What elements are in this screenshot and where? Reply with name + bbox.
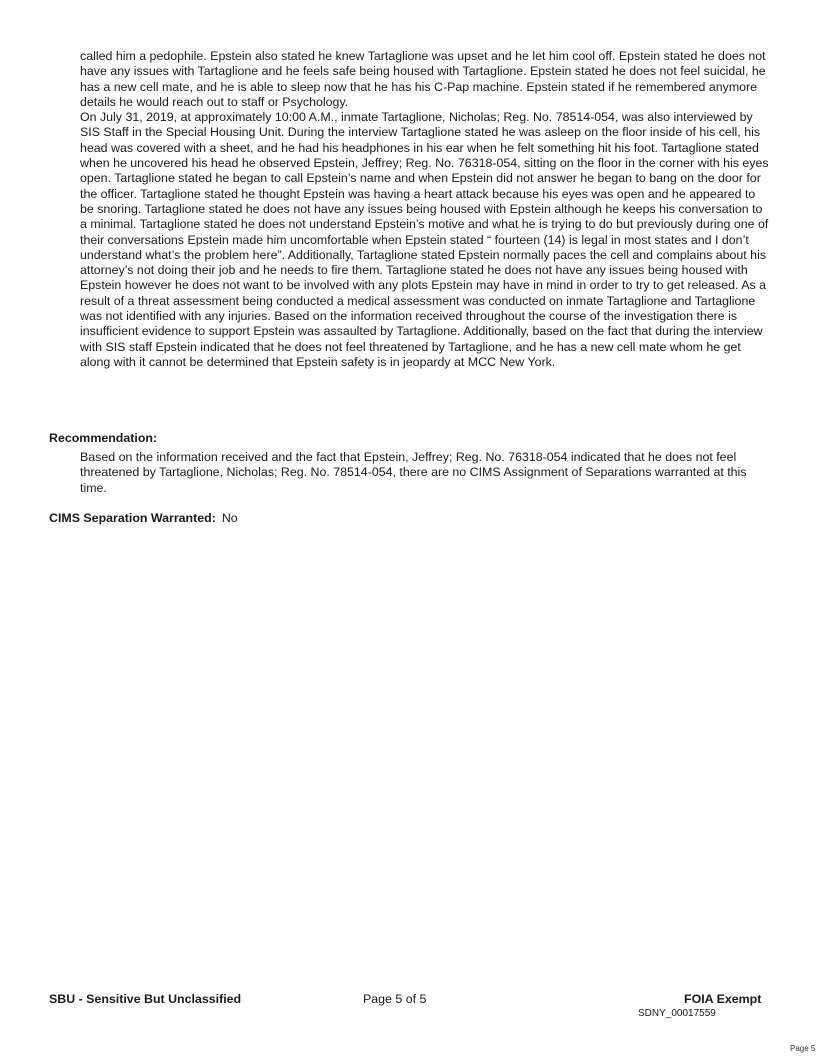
cims-separation-label: CIMS Separation Warranted:: [49, 511, 216, 525]
body-paragraph-interview: On July 31, 2019, at approximately 10:00 A.M., inmate Tartaglione, Nicholas; Reg. No. 78514-054, was also interviewed by SIS Staff in the Special Housing Unit. During the interview Tartaglione stated he was asleep on the floor inside of his cell, his head was covered with a sheet, and he had his headphones in his ear when he felt something hit his foot. Tartaglione stated when he uncovered his head he observed Epstein, Jeffrey; Reg. No. 76318-054, sitting on the floor in the corner with his eyes open. Tartaglione stated he began to call Epstein’s name and when Epstein did not answer he began to bang on the door for the officer. Tartaglione stated he thought Epstein was having a heart attack because his eyes was open and he appeared to be snoring. Tartaglione stated he does not have any issues being housed with Epstein although he keeps his conversation to a minimal. Tartaglione stated he does not understand Epstein’s motive and what he is trying to do but previously during one of their conversations Epstein made him uncomfortable when Epstein stated “ fourteen (14) is legal in most states and I don’t understand what’s the problem here”. Additionally, Tartaglione stated Epstein normally paces the cell and complains about his attorney’s not doing their job and he needs to fire them. Tartaglione stated he does not have any issues being housed with Epstein however he does not want to be involved with any plots Epstein may have in mind in order to try to get released. As a result of a threat assessment being conducted a medical assessment was conducted on inmate Tartaglione and Tartaglione was not identified with any injuries. Based on the information received throughout the course of the investigation there is insufficient evidence to support Epstein was assaulted by Tartaglione. Additionally, based on the fact that during the interview with SIS staff Epstein indicated that he does not feel threatened by Tartaglione, and he has a new cell mate whom he get along with it cannot be determined that Epstein safety is in jeopardy at MCC New York.: [80, 110, 769, 369]
body-paragraph-continued: called him a pedophile. Epstein also stated he knew Tartaglione was upset and he let him cool off. Epstein stated he does not have any issues with Tartaglione and he feels safe being housed with Tartaglione. Epstein stated he does not feel suicidal, he has a new cell mate, and he is able to sleep now that he has his C-Pap machine. Epstein stated if he remembered anymore details he would reach out to staff or Psychology.: [80, 49, 766, 109]
bates-number: SDNY_00017559: [638, 1008, 716, 1019]
recommendation-heading: Recommendation:: [49, 431, 158, 445]
corner-page-label: Page 5: [790, 1044, 816, 1053]
footer-exemption: FOIA Exempt: [684, 992, 762, 1006]
footer-classification: SBU - Sensitive But Unclassified: [49, 992, 242, 1006]
recommendation-text: Based on the information received and the fact that Epstein, Jeffrey; Reg. No. 76318-054 indicated that he does not feel threatened by Tartaglione, Nicholas; Reg. No. 78514-054, there are no CIMS Assignment of Separations warranted at this time.: [80, 450, 747, 495]
body-text: [80, 49, 770, 370]
footer-page-indicator: Page 5 of 5: [363, 992, 427, 1006]
cims-separation-value: No: [221, 511, 238, 525]
cims-separation-line: [49, 511, 238, 525]
